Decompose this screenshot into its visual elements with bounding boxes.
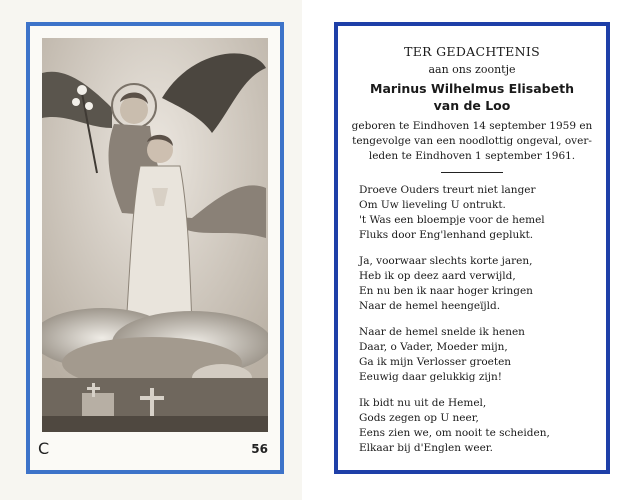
divider [441,172,503,173]
poem-line: Elkaar bij d'Englen weer. [359,442,493,454]
poem-line: Eeuwig daar gelukkig zijn! [359,371,502,383]
poem-stanza [359,325,600,385]
poem-line: 't Was een bloempje voor de hemel [359,214,545,226]
details-line: leden te Eindhoven 1 september 1961. [368,150,576,162]
image-frame [26,22,284,474]
poem-line: Eens zien we, om nooit te scheiden, [359,427,550,439]
birth-death-details [344,119,600,164]
card-subheading: aan ons zoontje [428,63,516,76]
publisher-logo: C [38,439,50,458]
poem-line: Naar de hemel snelde ik henen [359,326,525,338]
card-heading: TER GEDACHTENIS [404,44,540,59]
memorial-card-back [318,0,617,500]
poem-line: En nu ben ik naar hoger kringen [359,285,533,297]
poem-line: Om Uw lieveling U ontrukt. [359,199,506,211]
poem [344,183,600,456]
memorial-card-front [0,0,302,500]
poem-line: Gods zegen op U neer, [359,412,479,424]
angel-and-child-illustration [42,38,268,432]
poem-line: Ga ik mijn Verlosser groeten [359,356,512,368]
poem-line: Droeve Ouders treurt niet langer [359,184,536,196]
deceased-name-line2: van de Loo [433,98,511,113]
details-line: tengevolge van een noodlottig ongeval, over- [352,135,592,147]
deceased-name-line1: Marinus Wilhelmus Elisabeth [370,81,574,96]
poem-stanza [359,183,600,243]
poem-line: Fluks door Eng'lenhand geplukt. [359,229,534,241]
poem-stanza [359,396,600,456]
poem-line: Ik bidt nu uit de Hemel, [359,397,487,409]
poem-line: Heb ik op deez aard verwijld, [359,270,516,282]
card-number: 56 [251,442,268,456]
poem-stanza [359,254,600,314]
details-line: geboren te Eindhoven 14 september 1959 en [351,120,593,132]
text-frame [334,22,610,474]
poem-line: Daar, o Vader, Moeder mijn, [359,341,508,353]
poem-line: Ja, voorwaar slechts korte jaren, [359,255,533,267]
poem-line: Naar de hemel heengeïjld. [359,300,501,312]
